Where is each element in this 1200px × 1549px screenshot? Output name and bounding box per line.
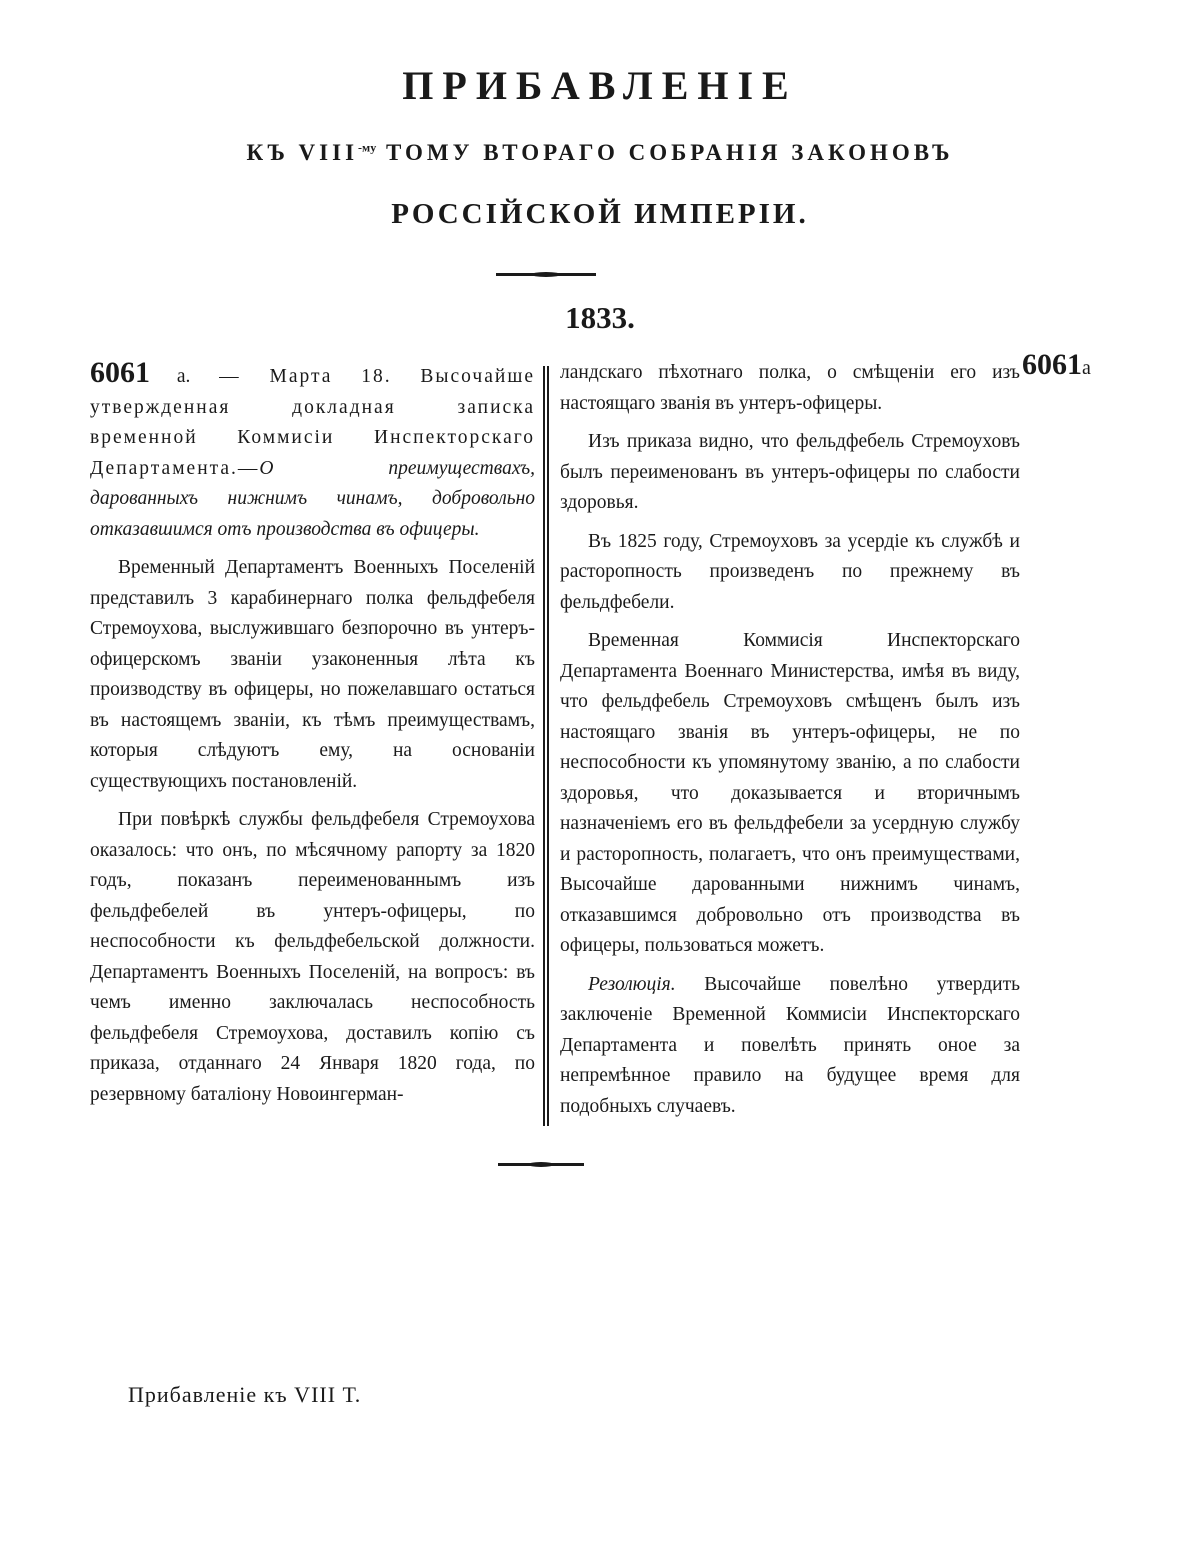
left-column <box>90 358 535 1118</box>
left-paragraph-1: Временный Департаментъ Военныхъ Поселеній представилъ 3 карабинернаго полка фельдфебеля Стремоухова, выслужившаго безпорочно въ унтеръ-офицерскомъ званіи узаконенныя лѣта къ производству въ офицеры, но пожелавшаго остаться въ настоящемъ званіи, къ тѣмъ преимуществамъ, которыя слѣдуютъ ему, на основаніи существующихъ постановленій. <box>90 557 535 792</box>
right-paragraph-1: ландскаго пѣхотнаго полка, о смѣщеніи его изъ настоящаго званія въ унтеръ-офицеры. <box>560 362 1020 414</box>
year-heading: 1833. <box>565 300 635 335</box>
page-subtitle-2: РОССІЙСКОЙ ИМПЕРІИ. <box>391 198 809 230</box>
subtitle-prefix: КЪ VIII <box>246 140 359 165</box>
margin-entry-number <box>1022 348 1091 382</box>
entry-suffix: а. <box>176 366 191 387</box>
margin-suffix: а <box>1082 357 1091 379</box>
column-divider <box>543 366 549 1126</box>
ornament-rule-top <box>496 273 596 276</box>
resolution-text: Высочайше повелѣно утвердить заключеніе Временной Коммисіи Инспекторскаго Департамента и повелѣть принять оное за непремѣнное правило на будущее время для подобныхъ случаевъ. <box>560 973 1020 1117</box>
entry-heading <box>90 358 535 545</box>
subtitle-superscript: -му <box>358 140 377 155</box>
left-paragraph-2: При повѣркѣ службы фельдфебеля Стремоухова оказалось: что онъ, по мѣсячному рапорту за 1820 годъ, показанъ переименованнымъ изъ фельдфебелей въ унтеръ-офицеры, по неспособности къ фельдфебельской должности. Департаментъ Военныхъ Поселеній, на вопросъ: въ чемъ именно заключалась неспособность фельдфебеля Стремоухова, доставилъ копію съ приказа, отданнаго 24 Января 1820 года, по резервному баталіону Новоингерман- <box>90 809 535 1105</box>
right-paragraph-3: Въ 1825 году, Стремоуховъ за усердіе къ службѣ и расторопность произведенъ по прежнему въ фельдфебели. <box>560 530 1020 613</box>
entry-lead: — Марта 18. Высочайше утвержденная докладная записка временной Коммисіи Инспекторскаго Департамента.— <box>90 366 535 479</box>
right-column <box>560 358 1020 1130</box>
ornament-rule-bottom <box>498 1163 584 1166</box>
page-subtitle <box>0 140 1200 166</box>
right-paragraph-4: Временная Коммисія Инспекторскаго Департамента Военнаго Министерства, имѣя въ виду, что фельдфебель Стремоуховъ смѣщенъ былъ изъ настоящаго званія въ унтеръ-офицеры, не по неспособности къ упомянутому званію, а по слабости здоровья, что доказывается и вторичнымъ назначеніемъ его въ фельдфебели за усердную службу и расторопность, полагаетъ, что онъ преимуществами, Высочайше дарованными нижнимъ чинамъ, отказавшимся добровольно отъ производства въ офицеры, пользоваться можетъ. <box>560 630 1020 956</box>
page-footer: Прибавленіе къ VIII Т. <box>128 1382 362 1407</box>
page-title: ПРИБАВЛЕНІЕ <box>402 63 798 108</box>
right-paragraph-2: Изъ приказа видно, что фельдфебель Стремоуховъ былъ переименованъ въ унтеръ-офицеры по слабости здоровья. <box>560 431 1020 513</box>
subtitle-rest: ТОМУ ВТОРАГО СОБРАНІЯ ЗАКОНОВЪ <box>385 140 954 165</box>
entry-number: 6061 <box>90 356 150 389</box>
resolution-paragraph <box>560 970 1020 1123</box>
entry-topic: О преимуществахъ, дарованныхъ нижнимъ чинамъ, добровольно отказавшимся отъ производства въ офицеры. <box>90 457 535 540</box>
resolution-label: Резолюція. <box>588 973 676 995</box>
margin-number: 6061 <box>1022 348 1082 381</box>
